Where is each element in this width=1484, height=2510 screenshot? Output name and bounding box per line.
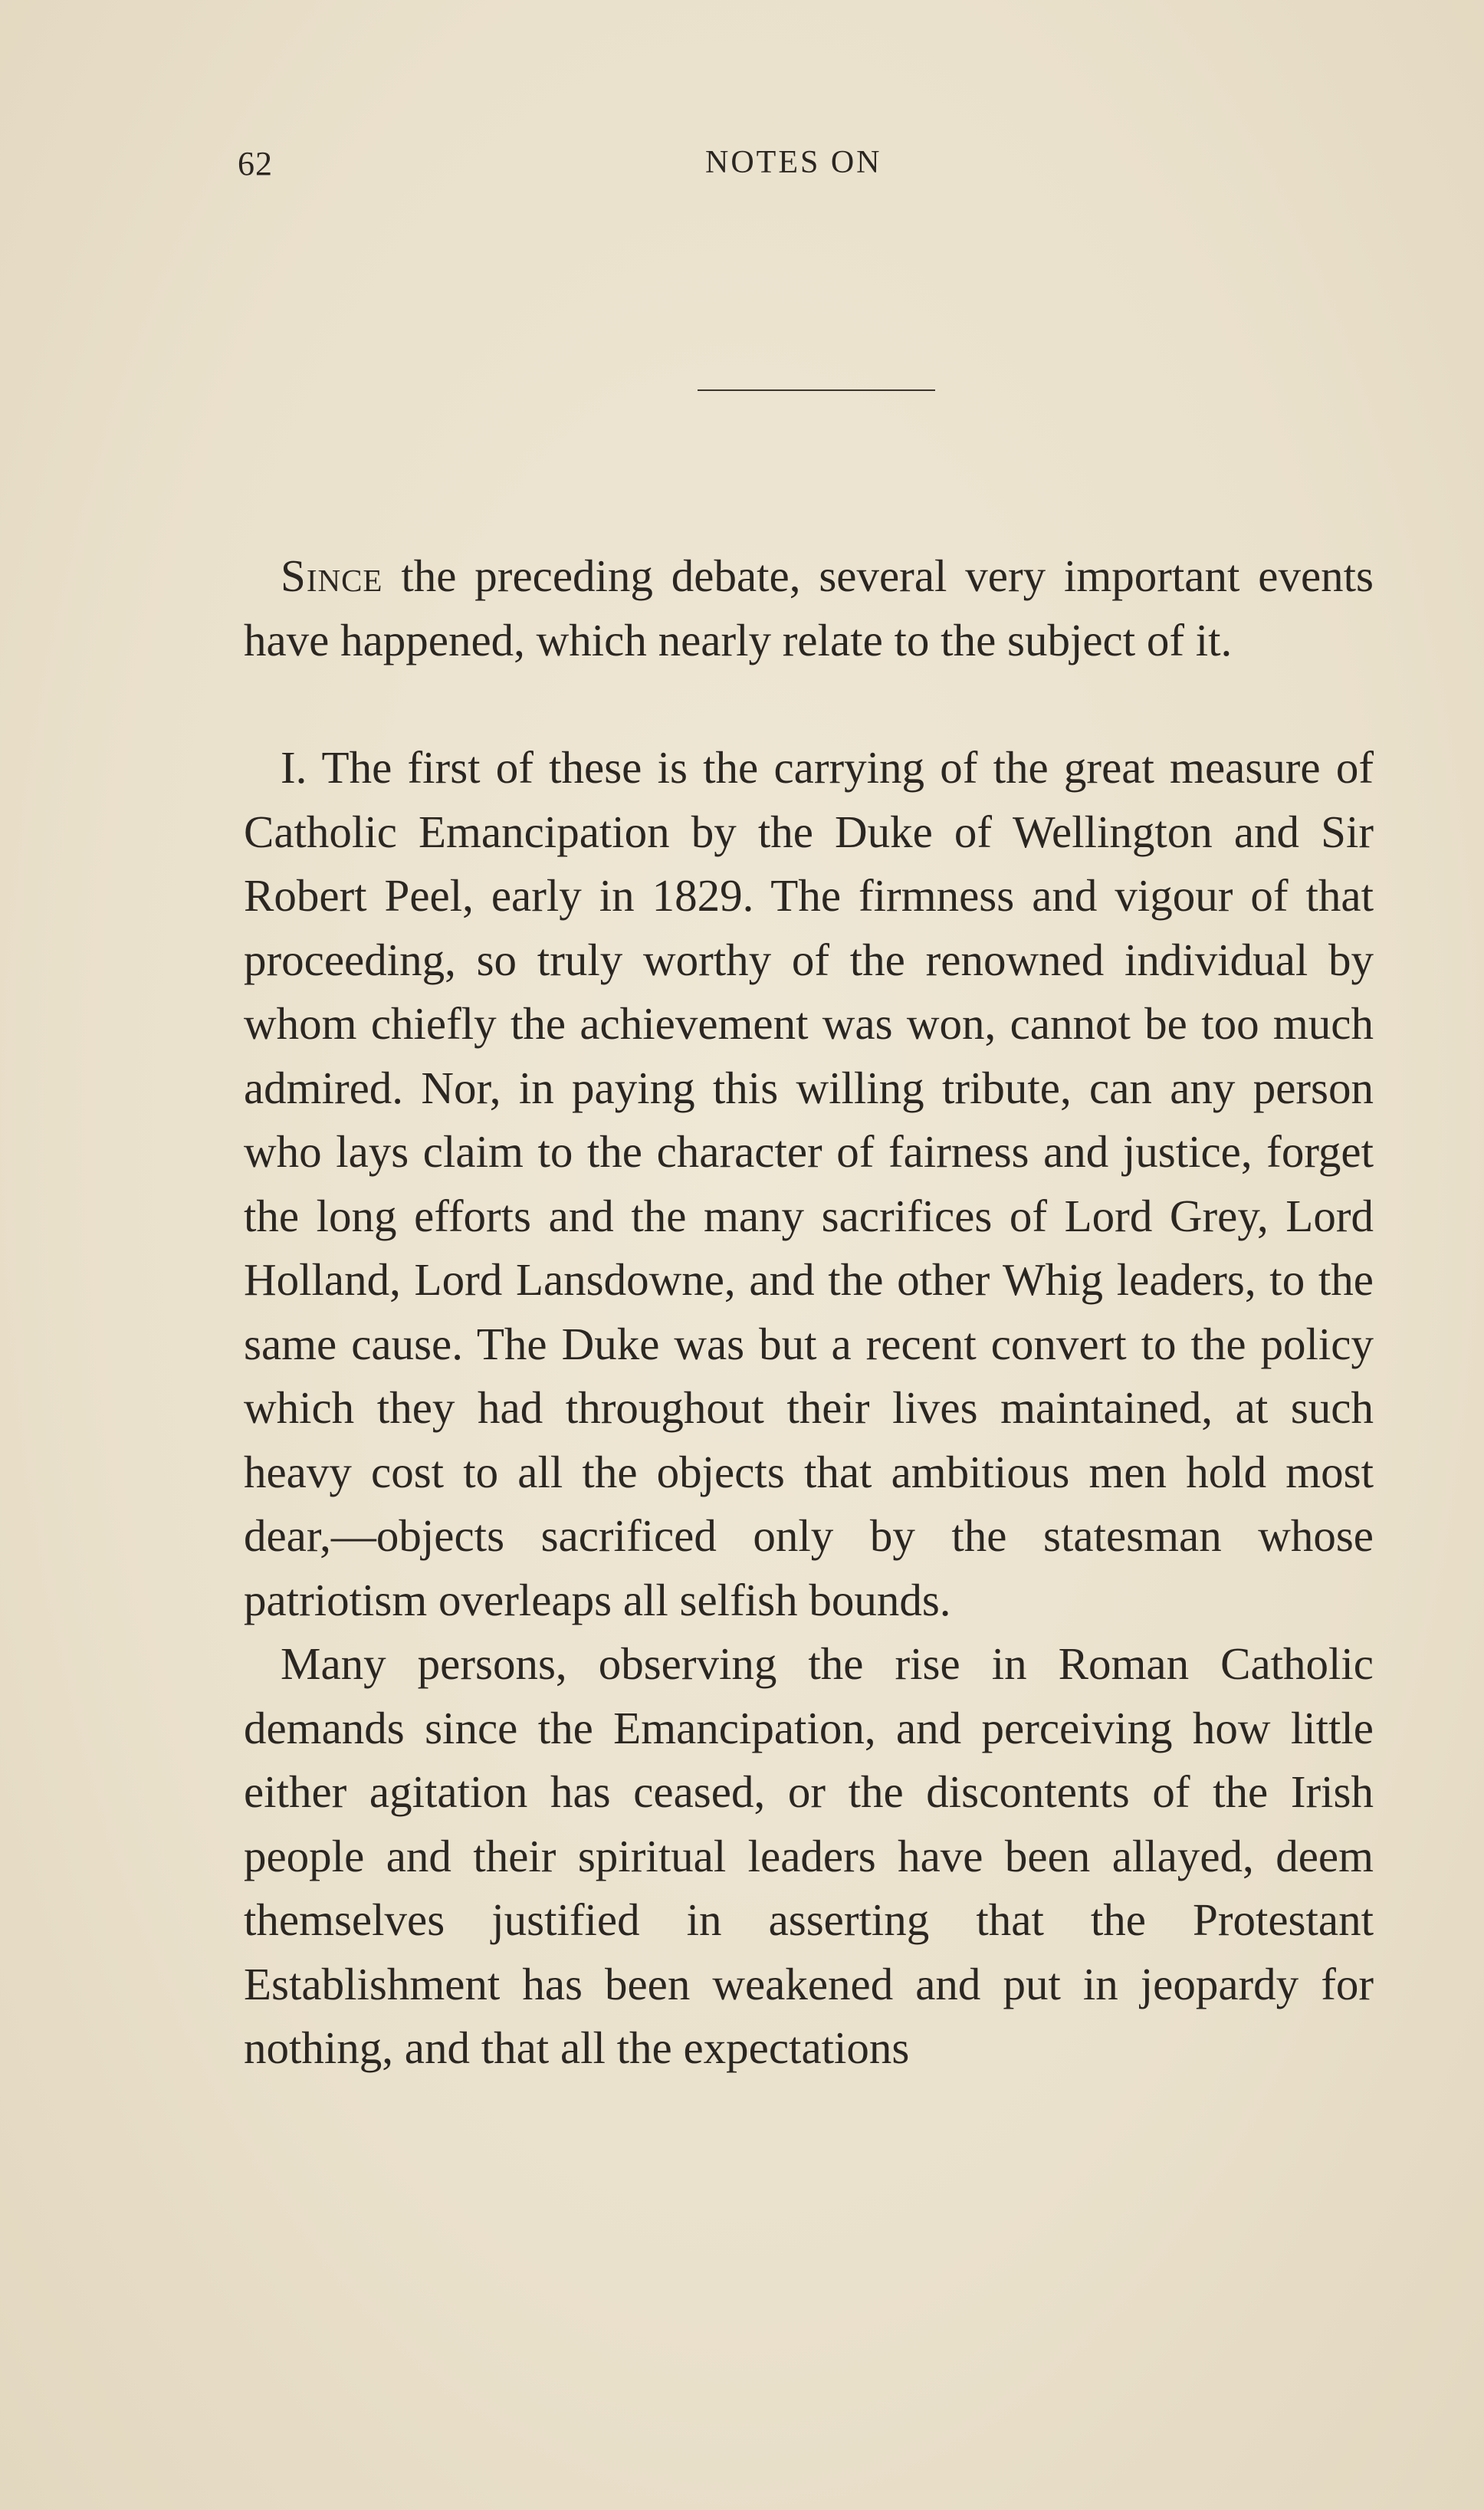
body-text: [244, 544, 1374, 2081]
paragraph-2: I. The first of these is the carrying of the great measure of Catholic Emancipation by the Duke of Wellington and Sir Robert Peel, early in 1829. The firmness and vigour of that proceeding, so truly worthy of the renowned individual by whom chiefly the achievement was won, cannot be too much admired. Nor, in paying this willing tribute, can any person who lays claim to the character of fairness and justice, forget the long efforts and the many sacrifices of Lord Grey, Lord Holland, Lord Lansdowne, and the other Whig leaders, to the same cause. The Duke was but a recent convert to the policy which they had throughout their lives maintained, at such heavy cost to all the objects that ambitious men hold most dear,—objects sacrificed only by the statesman whose patriotism overleaps all selfish bounds.: [244, 742, 1374, 1625]
page-number: 62: [238, 145, 273, 182]
running-title: NOTES ON: [705, 145, 882, 180]
paragraph-1: [244, 544, 1374, 672]
paragraph-1-lead-word: Since: [281, 550, 383, 601]
paragraph-3: Many persons, observing the rise in Roman Catholic demands since the Emancipation, and perceiving how little either agitation has ceased, or the discontents of the Irish people and their spiritual leaders have been allayed, deem themselves justified in asserting that the Protestant Establishment has been weakened and put in jeopardy for nothing, and that all the expectations: [244, 1638, 1374, 2073]
running-head: [238, 144, 1372, 190]
paragraph-1-text: the preceding debate, several very important events have happened, which nearly relate to the subject of it.: [244, 550, 1374, 665]
section-divider-rule: [698, 389, 935, 391]
